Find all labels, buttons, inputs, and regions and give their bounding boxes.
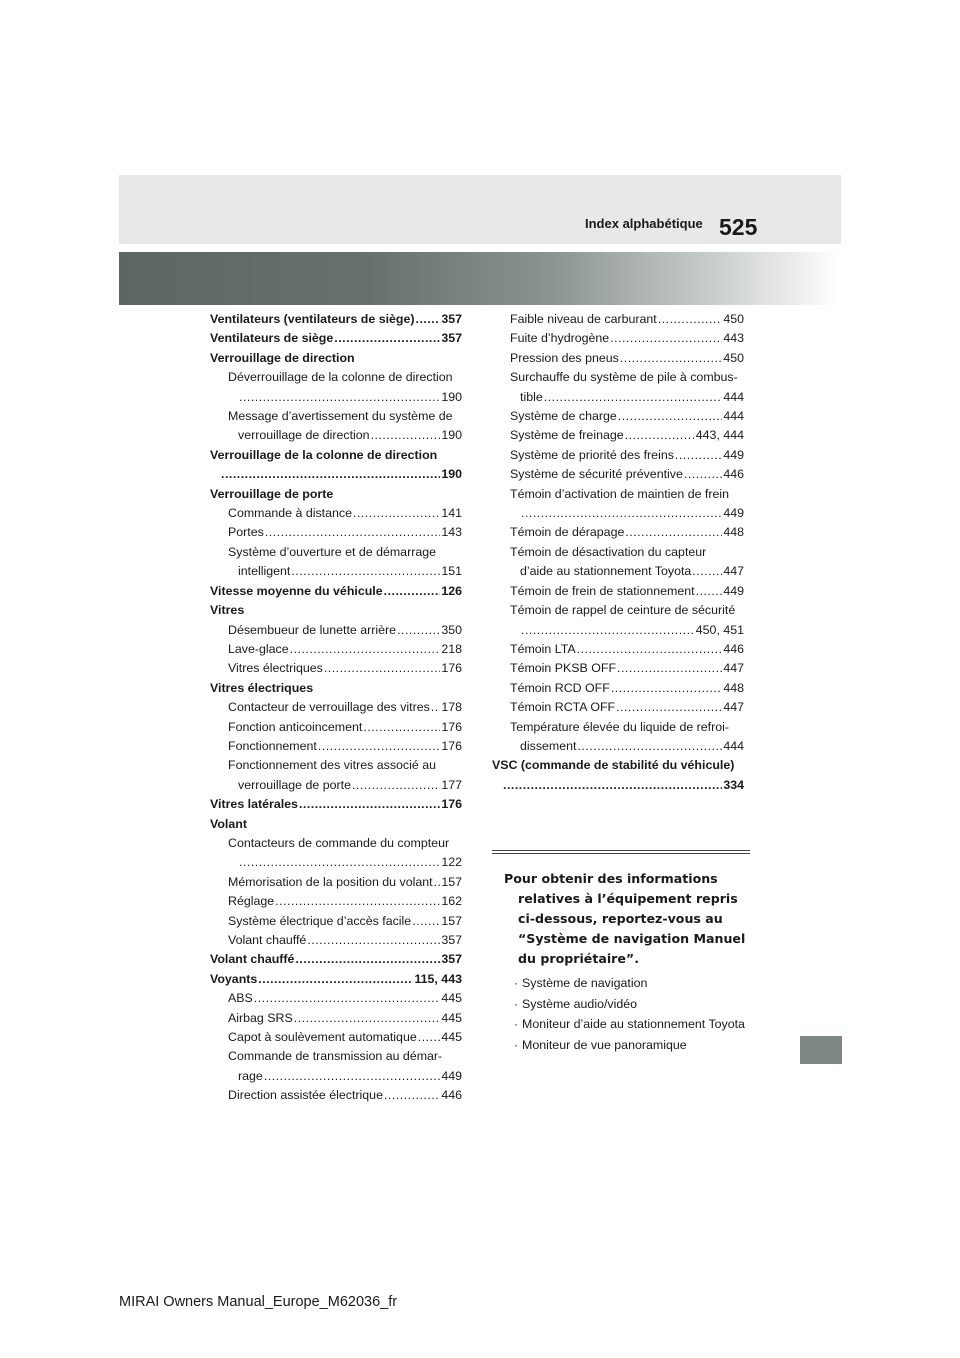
index-entry — [210, 931, 462, 950]
index-column-left — [210, 310, 462, 1106]
entry-page: 448 — [723, 680, 744, 695]
entry-text: Volant chauffé — [210, 952, 295, 967]
dot-leader — [221, 465, 440, 484]
dot-leader — [363, 718, 440, 737]
note-title: Pour obtenir des informations relatives à l’équipement repris ci-dessous, reportez-vous au “Système de navigation Manuel du propriétaire”. — [504, 871, 746, 966]
index-entry — [210, 582, 462, 601]
entry-text: Témoin RCTA OFF — [510, 700, 616, 715]
index-entry — [492, 368, 744, 387]
entry-page: 177 — [441, 777, 462, 792]
entry-page: 357 — [441, 331, 462, 346]
entry-text: Commande à distance — [228, 506, 352, 521]
entry-text: Fonctionnement — [228, 738, 317, 753]
index-entry — [492, 659, 744, 678]
entry-page: 446 — [723, 641, 744, 656]
entry-text: Surchauffe du système de pile à combus- — [510, 370, 738, 385]
entry-text: Ventilateurs (ventilateurs de siège) — [210, 312, 415, 326]
entry-page: 151 — [441, 564, 462, 579]
index-entry — [492, 504, 744, 523]
entry-text: verrouillage de direction — [238, 428, 370, 443]
entry-text: Direction assistée électrique — [228, 1088, 383, 1103]
dot-leader — [544, 388, 723, 407]
dot-leader — [290, 640, 441, 659]
entry-page: 450 — [723, 350, 744, 365]
bullet-icon: · — [514, 996, 519, 1011]
entry-text: Témoin de rappel de ceinture de sécurité — [510, 603, 736, 618]
note-list-item — [492, 973, 750, 994]
note-item-text: Système de navigation — [522, 976, 648, 990]
entry-text: Système électrique d’accès facile — [228, 913, 412, 928]
entry-page: 178 — [441, 700, 462, 715]
entry-text: Airbag SRS — [228, 1010, 293, 1025]
index-entry — [492, 756, 744, 775]
index-entry — [210, 989, 462, 1008]
entry-page: 176 — [441, 738, 462, 753]
entry-text: Pression des pneus — [510, 350, 619, 365]
dot-leader — [258, 970, 413, 989]
index-entry — [210, 698, 462, 717]
entry-text: Témoin PKSB OFF — [510, 661, 617, 676]
index-entry — [210, 523, 462, 542]
entry-page: 446 — [723, 467, 744, 482]
index-entry — [492, 562, 744, 581]
dot-leader — [434, 873, 441, 892]
entry-text: Verrouillage de porte — [210, 486, 334, 501]
index-entry — [210, 504, 462, 523]
entry-text: Système de priorité des freins — [510, 447, 674, 462]
index-entry — [210, 446, 462, 465]
dot-leader — [431, 698, 441, 717]
entry-text: Réglage — [228, 894, 275, 909]
entry-page: 443 — [723, 331, 744, 346]
entry-text: Lave-glace — [228, 641, 289, 656]
entry-page: 450 — [723, 312, 744, 326]
index-entry — [210, 950, 462, 969]
index-entry — [492, 640, 744, 659]
dot-leader — [371, 426, 441, 445]
index-entry — [210, 756, 462, 775]
bullet-icon: · — [514, 1017, 519, 1031]
entry-page: 448 — [723, 525, 744, 540]
bullet-icon: · — [514, 976, 519, 990]
index-entry — [210, 329, 462, 348]
entry-page: 447 — [723, 700, 744, 715]
note-item-text: Moniteur de vue panoramique — [522, 1037, 687, 1052]
entry-text: rage — [238, 1068, 263, 1083]
index-entry — [210, 815, 462, 834]
entry-text: Voyants — [210, 971, 258, 986]
dot-leader — [611, 679, 722, 698]
entry-page: 176 — [441, 797, 462, 812]
note-list-item — [492, 994, 750, 1015]
dot-leader — [384, 582, 441, 601]
bullet-icon: · — [514, 1037, 519, 1052]
entry-page: 190 — [441, 389, 462, 404]
entry-text: ABS — [228, 991, 253, 1006]
index-entry — [492, 388, 744, 407]
index-entry — [210, 485, 462, 504]
index-entry — [492, 310, 744, 329]
entry-text: Fonction anticoincement — [228, 719, 363, 734]
dot-leader — [352, 776, 440, 795]
dot-leader — [397, 621, 440, 640]
entry-page: 450, 451 — [695, 622, 744, 637]
entry-text: Système de charge — [510, 409, 617, 424]
entry-page: 444 — [723, 409, 744, 424]
index-column-right — [492, 310, 744, 795]
dot-leader — [384, 1086, 440, 1105]
entry-page: 190 — [441, 428, 462, 443]
entry-text: Verrouillage de direction — [210, 350, 355, 365]
index-entry — [210, 873, 462, 892]
index-entry — [210, 310, 462, 329]
entry-page: 444 — [723, 389, 744, 404]
index-entry — [210, 659, 462, 678]
dot-leader — [416, 310, 441, 329]
index-entry — [492, 523, 744, 542]
entry-page: 446 — [441, 1088, 462, 1103]
index-entry — [210, 543, 462, 562]
dot-leader — [658, 310, 723, 329]
index-entry — [210, 465, 462, 484]
entry-page: 449 — [723, 506, 744, 521]
entry-text: Capot à soulèvement automatique — [228, 1030, 417, 1045]
index-entry — [210, 1086, 462, 1105]
index-entry — [492, 407, 744, 426]
index-entry — [492, 426, 744, 445]
dot-leader — [254, 989, 441, 1008]
dot-leader — [618, 407, 723, 426]
index-entry — [492, 679, 744, 698]
index-entry — [210, 853, 462, 872]
entry-text: Système d’ouverture et de démarrage — [228, 544, 436, 559]
index-entry — [210, 1067, 462, 1086]
entry-page: 126 — [441, 583, 462, 598]
index-entry — [210, 679, 462, 698]
dot-leader — [503, 776, 722, 795]
entry-page: 357 — [441, 933, 462, 947]
index-entry — [210, 834, 462, 853]
index-entry — [492, 446, 744, 465]
index-entry — [210, 892, 462, 911]
index-entry — [210, 718, 462, 737]
index-entry — [492, 718, 744, 737]
dot-leader — [675, 446, 722, 465]
index-entry — [210, 562, 462, 581]
entry-text: Système de sécurité préventive — [510, 467, 683, 482]
index-entry — [210, 407, 462, 426]
dot-leader — [521, 621, 695, 640]
dot-leader — [692, 562, 722, 581]
section-title: Index alphabétique — [585, 216, 703, 231]
note-box — [492, 850, 750, 1055]
dot-leader — [275, 892, 440, 911]
index-entry — [492, 329, 744, 348]
dot-leader — [307, 931, 440, 950]
note-list — [492, 973, 750, 1055]
entry-text: Témoin LTA — [510, 641, 576, 656]
entry-text: Fuite d’hydrogène — [510, 331, 610, 346]
entry-page: 157 — [441, 913, 462, 928]
entry-text: Vitres électriques — [210, 680, 314, 695]
footer-text: MIRAI Owners Manual_Europe_M62036_fr — [119, 1294, 398, 1310]
dot-leader — [334, 329, 440, 348]
note-item-text: Moniteur d’aide au stationnement Toyota — [522, 1017, 745, 1031]
note-item-text: Système audio/vidéo — [522, 996, 638, 1011]
entry-text: Fonctionnement des vitres associé au — [228, 758, 436, 773]
entry-page: 162 — [441, 894, 462, 909]
entry-text: Vitres — [210, 603, 245, 618]
entry-text: Volant chauffé — [228, 933, 307, 947]
note-list-item — [492, 1035, 750, 1056]
dot-leader — [577, 640, 723, 659]
dot-leader — [239, 853, 440, 872]
index-entry — [492, 349, 744, 368]
index-entry — [492, 601, 744, 620]
dot-leader — [577, 737, 722, 756]
entry-text: Ventilateurs de siège — [210, 331, 334, 346]
entry-text: Portes — [228, 525, 264, 540]
entry-page: 115, 443 — [414, 971, 462, 986]
entry-text: Désembueur de lunette arrière — [228, 622, 397, 637]
index-entry — [210, 601, 462, 620]
index-entry — [210, 621, 462, 640]
index-entry — [210, 776, 462, 795]
entry-text: Mémorisation de la position du volant — [228, 874, 433, 889]
entry-page: 444 — [723, 738, 744, 753]
dot-leader — [696, 582, 723, 601]
index-entry — [210, 1009, 462, 1028]
entry-page: 357 — [441, 952, 462, 967]
index-entry — [210, 1047, 462, 1066]
dot-leader — [294, 1009, 441, 1028]
entry-text: Vitres électriques — [228, 661, 323, 676]
dot-leader — [299, 795, 440, 814]
entry-text: Système de freinage — [510, 428, 624, 443]
index-entry — [210, 426, 462, 445]
entry-text: intelligent — [238, 564, 291, 579]
dot-leader — [610, 329, 722, 348]
entry-text: VSC (commande de stabilité du véhicule) — [492, 758, 735, 773]
entry-text: tible — [520, 389, 543, 404]
entry-page: 447 — [723, 564, 744, 579]
entry-text: Faible niveau de carburant — [510, 312, 657, 326]
dot-leader — [625, 426, 695, 445]
entry-text: d’aide au stationnement Toyota — [520, 564, 692, 579]
index-entry — [492, 698, 744, 717]
dot-leader — [616, 698, 722, 717]
dot-leader — [412, 912, 440, 931]
page-number: 525 — [719, 214, 758, 240]
index-entry — [492, 485, 744, 504]
decorative-gradient-band — [119, 252, 841, 305]
index-entry — [210, 970, 462, 989]
entry-page: 157 — [441, 874, 462, 889]
entry-page: 190 — [441, 467, 462, 482]
entry-text: Commande de transmission au démar- — [228, 1049, 443, 1064]
entry-page: 447 — [723, 661, 744, 676]
index-entry — [210, 912, 462, 931]
dot-leader — [617, 659, 722, 678]
note-list-item — [492, 1014, 750, 1035]
entry-text: Témoin de dérapage — [510, 525, 625, 540]
index-entry — [210, 1028, 462, 1047]
dot-leader — [418, 1028, 441, 1047]
dot-leader — [324, 659, 441, 678]
index-entry — [210, 640, 462, 659]
index-entry — [492, 621, 744, 640]
entry-page: 445 — [441, 1010, 462, 1025]
dot-leader — [684, 465, 722, 484]
entry-text: Contacteurs de commande du compteur — [228, 835, 450, 850]
index-entry — [492, 776, 744, 795]
entry-text: Vitesse moyenne du véhicule — [210, 583, 383, 598]
entry-text: dissement — [520, 738, 577, 753]
entry-text: Témoin d’activation de maintien de frein — [510, 486, 730, 501]
index-entry — [210, 349, 462, 368]
entry-page: 176 — [441, 661, 462, 676]
entry-page: 334 — [723, 777, 744, 792]
entry-page: 445 — [441, 1030, 462, 1045]
dot-leader — [625, 523, 722, 542]
index-entry — [210, 388, 462, 407]
index-entry — [492, 582, 744, 601]
entry-page: 449 — [441, 1068, 462, 1083]
entry-text: Vitres latérales — [210, 797, 298, 812]
entry-text: Déverrouillage de la colonne de direction — [228, 370, 453, 385]
index-entry — [492, 543, 744, 562]
entry-page: 443, 444 — [695, 428, 744, 443]
entry-page: 176 — [441, 719, 462, 734]
entry-page: 143 — [441, 525, 462, 540]
note-divider — [492, 850, 750, 854]
dot-leader — [353, 504, 440, 523]
entry-page: 445 — [441, 991, 462, 1006]
entry-text: Température élevée du liquide de refroi- — [510, 719, 730, 734]
dot-leader — [620, 349, 722, 368]
entry-text: Témoin de désactivation du capteur — [510, 544, 707, 559]
entry-page: 449 — [723, 583, 744, 598]
entry-page: 122 — [441, 855, 462, 870]
entry-text: Verrouillage de la colonne de direction — [210, 447, 438, 462]
entry-page: 218 — [441, 641, 462, 656]
entry-page: 357 — [441, 312, 462, 326]
chapter-tab — [800, 1036, 842, 1064]
entry-text: Contacteur de verrouillage des vitres — [228, 700, 430, 715]
dot-leader — [291, 562, 440, 581]
entry-text: verrouillage de porte — [238, 777, 351, 792]
entry-page: 350 — [441, 622, 462, 637]
entry-text: Message d’avertissement du système de — [228, 409, 453, 424]
entry-text: Témoin RCD OFF — [510, 680, 610, 695]
index-entry — [492, 465, 744, 484]
index-entry — [210, 737, 462, 756]
dot-leader — [265, 523, 441, 542]
entry-text: Volant — [210, 816, 247, 831]
dot-leader — [295, 950, 440, 969]
entry-text: Témoin de frein de stationnement — [510, 583, 695, 598]
index-entry — [492, 737, 744, 756]
index-entry — [210, 795, 462, 814]
entry-page: 141 — [441, 506, 462, 521]
dot-leader — [264, 1067, 441, 1086]
index-entry — [210, 368, 462, 387]
entry-page: 449 — [723, 447, 744, 462]
dot-leader — [318, 737, 440, 756]
dot-leader — [521, 504, 722, 523]
dot-leader — [239, 388, 440, 407]
